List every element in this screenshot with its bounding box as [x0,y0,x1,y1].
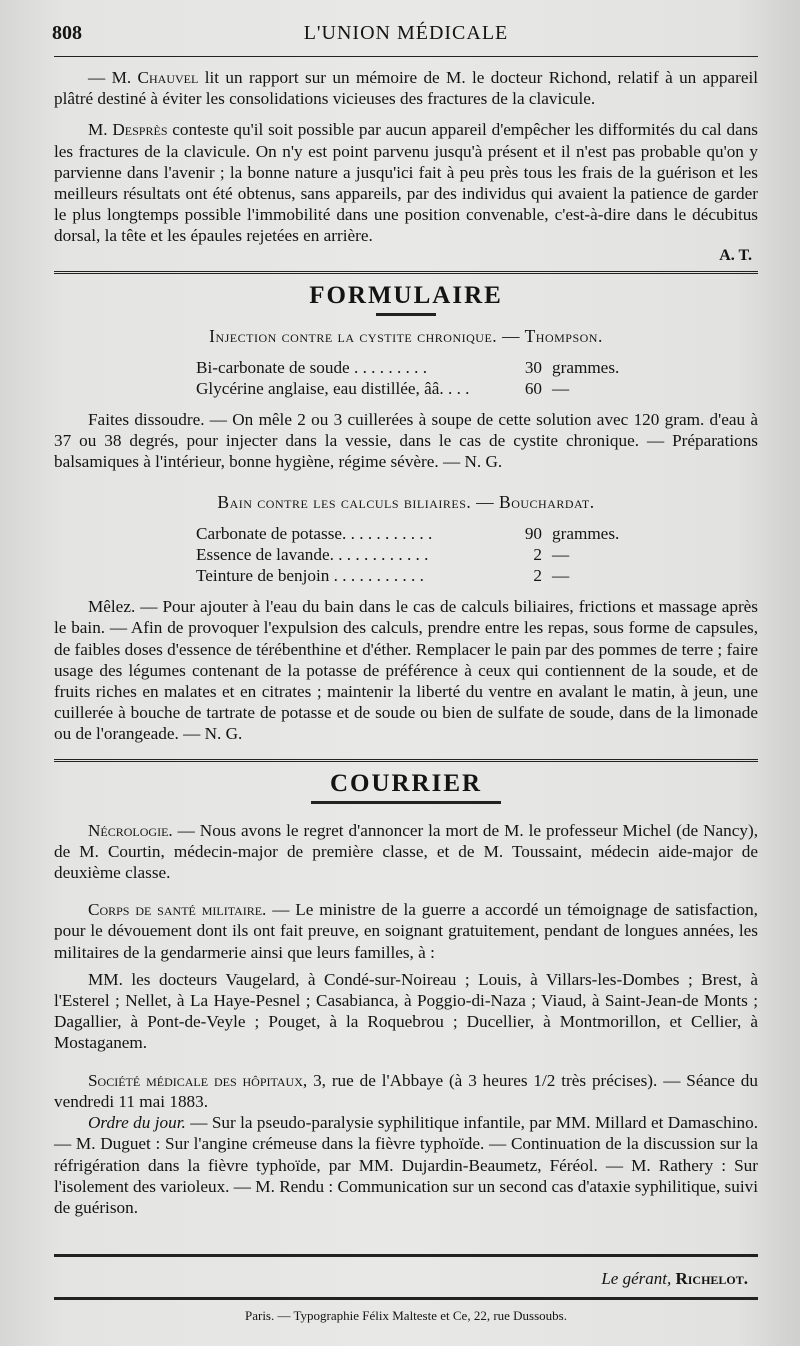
courrier-heading: COURRIER [329,769,483,797]
gerant-line: Le gérant, Richelot. [601,1269,748,1289]
footer-rule-top [54,1254,758,1257]
footer-rule-bottom [54,1297,758,1300]
despres-paragraph: M. Desprès conteste qu'il soit possible par aucun appareil d'empêcher les difformités du cal dans les fractures de la clavicule. On n'y est point parvenu jusqu'à présent et il n'est pas probable qu'on y parvienne dans l'avenir ; la bonne nature a jusqu'ici fait à peu près tous les frais de la guérison et les meilleurs résultats ont été obtenus, sans appareils, par des individus qui avaient la patience de garder le plus longtemps possible l'immobilité dans une position convenable, c'est-à-dire dans le décubitus dorsal, la tête et les épaules rejetées en arrière. [54,120,758,246]
recipe1-ingredients [196,357,758,399]
chauvel-paragraph: — M. Chauvel lit un rapport sur un mémoire de M. le docteur Richond, relatif à un appareil plâtré destiné à éviter les consolidations vicieuses des fractures de la clavicule. [54,68,758,109]
courrier-heading-rule [311,801,501,804]
recipe-ingredient-row: Glycérine anglaise, eau distillée, ââ. . . . 60 — [196,378,570,398]
printer-imprint: Paris. — Typographie Félix Malteste et Ce, 22, rue Dussoubs. [244,1308,567,1324]
recipe-ingredient-row: Teinture de benjoin . . . . . . . . . . . 2 — [196,566,570,586]
recipe1-instructions: Faites dissoudre. — On mêle 2 ou 3 cuillerées à soupe de cette solution avec 120 gram. d'eau à 37 ou 38 degrés, pour injecter dans la vessie, dans le cas de cystite chronique. — Préparations balsamiques à l'intérieur, bonne hygiène, régime sévère. — N. G. [54,409,758,472]
chauvel-name: Chauvel [137,68,199,87]
recipe-ingredient-row: Carbonate de potasse. . . . . . . . . . . 90 grammes. [196,524,620,544]
ordre-du-jour-paragraph: Ordre du jour. — Sur la pseudo-paralysie syphilitique infantile, par MM. Millard et Damaschino. — M. Duguet : Sur l'angine crémeuse dans la fièvre typhoïde. — Continuation de la discussion sur la réfrigération dans la fièvre typhoïde, par MM. Dujardin-Beaumetz, Féréol. — M. Rathery : Sur l'isolement des varioleux. — M. Rendu : Communication sur un second cas d'ataxie syphilitique, suivi de guérison. [54,1113,758,1217]
recipe2-instructions: Mêlez. — Pour ajouter à l'eau du bain dans le cas de calculs biliaires, frictions et massage après le bain. — Afin de provoquer l'expulsion des calculs, prendre entre les repas, sous forme de capsules, de faibles doses d'essence de térébenthine et d'éther. Remplacer le pain par des pommes de terre ; faire usage des légumes contenant de la potasse de préférence à ceux qui contiennent de la soude, et de fruits riches en malates et en citrates ; maintenir la liberté du ventre en avalant le matin, à jeun, une cuillerée à bouche de tartrate de potasse et de soude ou bien de sulfate de soude, dans de la limonade ou de l'orangeade. — N. G. [54,597,758,744]
ordre-label: Ordre du jour. [88,1113,186,1133]
page-number: 808 [52,22,82,44]
corps-label: Corps de santé militaire. [88,900,267,920]
page-header [54,10,758,46]
running-title: L'UNION MÉDICALE [303,22,509,44]
intro-signature: A. T. [719,246,752,264]
necrologie-paragraph: Nécrologie. — Nous avons le regret d'annoncer la mort de M. le professeur Michel (de Nancy), de M. Courtin, médecin-major de première classe, et de M. Toussaint, médecin aide-major de deuxième classe. [54,820,758,883]
necrologie-label: Nécrologie. [88,820,173,840]
recipe1-title: Injection contre la cystite chronique. — Thompson. [209,325,603,346]
formulaire-heading: FORMULAIRE [309,281,503,309]
despres-name: Desprès [112,120,168,140]
societe-label: Société médicale des hôpitaux, [88,1070,308,1090]
corps-list: MM. les docteurs Vaugelard, à Condé-sur-Noireau ; Louis, à Villars-les-Dombes ; Brest, à l'Esterel ; Nellet, à La Haye-Pesnel ; Casabianca, à Poggio-di-Naza ; Viaud, à Saint-Jean-de Monts ; Dagallier, à Pont-de-Veyle ; Pouget, à la Roquebrou ; Ducellier, à Montmorillon, et Cellier, à Mostaganem. [54,969,758,1053]
corps-paragraph: Corps de santé militaire. — Le ministre de la guerre a accordé un témoignage de satisfaction, pour le dévouement dont ils ont fait preuve, en soignant gratuitement, pendant de longues années, les militaires de la gendarmerie ainsi que leurs familles, à : [54,900,758,962]
recipe2-ingredients [196,523,758,586]
recipe-ingredient-row: Essence de lavande. . . . . . . . . . . . 2 — [196,545,570,565]
societe-paragraph: Société médicale des hôpitaux, 3, rue de l'Abbaye (à 3 heures 1/2 très précises). — Séance du vendredi 11 mai 1883. [54,1070,758,1111]
formulaire-heading-rule [376,313,436,316]
recipe2-title: Bain contre les calculs biliaires. — Bouchardat. [217,492,595,513]
recipe-ingredient-row: Bi-carbonate de soude . . . . . . . . . 30 grammes. [196,357,620,377]
gerant-name: Richelot. [675,1269,748,1289]
